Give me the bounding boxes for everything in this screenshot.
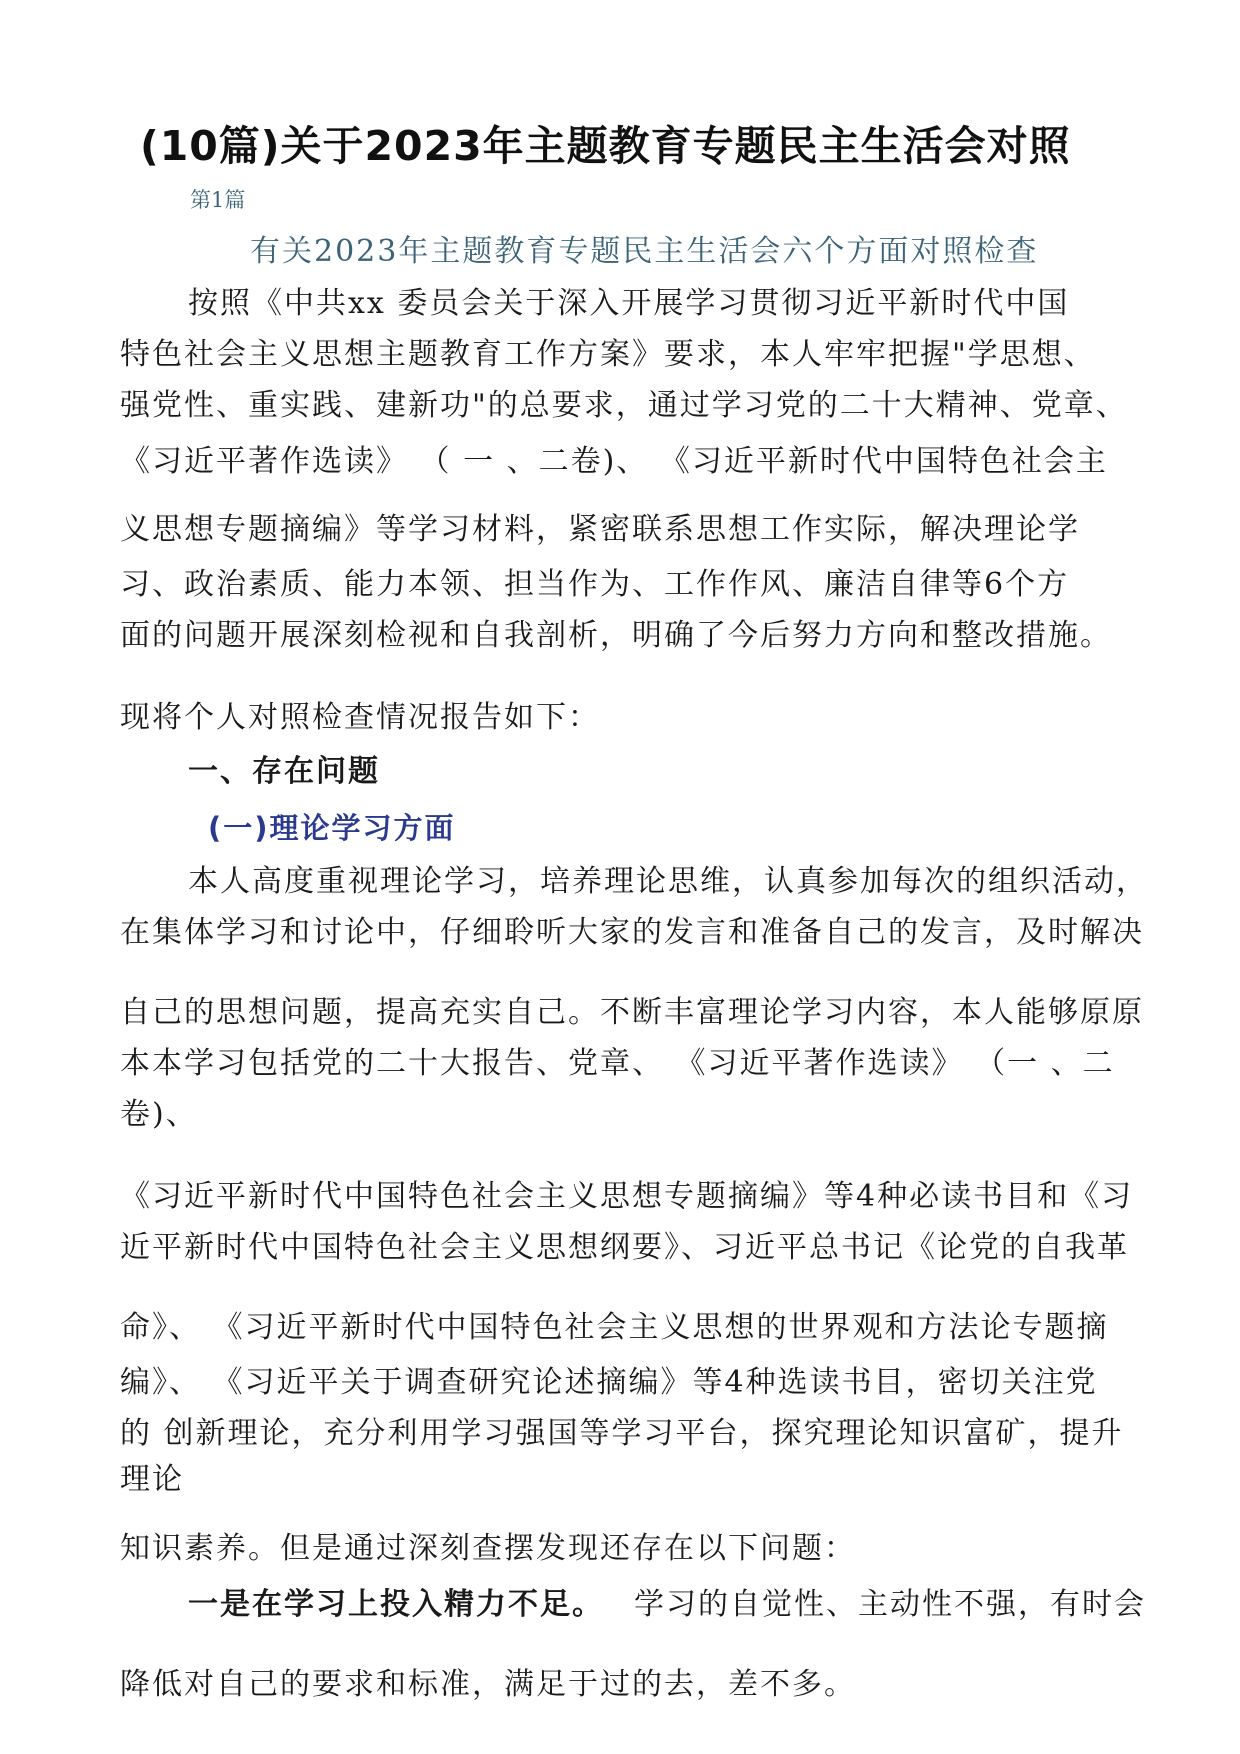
paragraph-line: 《习近平著作选读》 （ 一 、二卷)、 《习近平新时代中国特色社会主 bbox=[120, 444, 1108, 479]
paragraph-line: 自己的思想问题，提高充实自己。不断丰富理论学习内容，本人能够原原 bbox=[120, 995, 1144, 1030]
section-heading: 一、存在问题 bbox=[188, 754, 380, 789]
paragraph-line: 在集体学习和讨论中，仔细聆听大家的发言和准备自己的发言，及时解决 bbox=[120, 915, 1144, 950]
paragraph-line: 编》、 《习近平关于调查研究论述摘编》等4种选读书目，密切关注党 bbox=[120, 1365, 1098, 1400]
point-line bbox=[188, 1585, 1146, 1625]
paragraph-line: 近平新时代中国特色社会主义思想纲要》、习近平总书记《论党的自我革 bbox=[120, 1230, 1129, 1265]
paragraph-line: 知识素养。但是通过深刻查摆发现还存在以下问题： bbox=[120, 1531, 856, 1566]
paragraph-line: 命》、 《习近平新时代中国特色社会主义思想的世界观和方法论专题摘 bbox=[120, 1310, 1109, 1345]
article-subtitle: 有关2023年主题教育专题民主生活会六个方面对照检查 bbox=[250, 234, 1039, 269]
paragraph-line: 强党性、重实践、建新功"的总要求，通过学习党的二十大精神、党章、 bbox=[120, 388, 1128, 423]
paragraph-line: 理论 bbox=[120, 1462, 184, 1497]
paragraph-line: 的 创新理论，充分利用学习强国等学习平台，探究理论知识富矿，提升 bbox=[120, 1416, 1124, 1451]
paragraph-line: 按照《中共xx 委员会关于深入开展学习贯彻习近平新时代中国 bbox=[188, 286, 1070, 321]
point-lead: 一是在学习上投入精力不足。 bbox=[188, 1587, 604, 1622]
paragraph-line: 特色社会主义思想主题教育工作方案》要求，本人牢牢把握"学思想、 bbox=[120, 337, 1096, 372]
paragraph-line: 面的问题开展深刻检视和自我剖析，明确了今后努力方向和整改措施。 bbox=[120, 618, 1112, 653]
paragraph-line: 《习近平新时代中国特色社会主义思想专题摘编》等4种必读书目和《习 bbox=[120, 1179, 1134, 1214]
paragraph-line: 本人高度重视理论学习，培养理论思维，认真参加每次的组织活动， bbox=[188, 864, 1148, 899]
paragraph-line: 习、政治素质、能力本领、担当作为、工作作风、廉洁自律等6个方 bbox=[120, 567, 1070, 602]
article-label: 第1篇 bbox=[190, 188, 246, 212]
paragraph-line: 降低对自己的要求和标准，满足于过的去，差不多。 bbox=[120, 1667, 856, 1702]
paragraph-line: 本本学习包括党的二十大报告、党章、 《习近平著作选读》 （一 、二 bbox=[120, 1046, 1115, 1081]
document-title: (10篇)关于2023年主题教育专题民主生活会对照 bbox=[140, 122, 1071, 170]
paragraph-line: 卷)、 bbox=[120, 1097, 198, 1132]
paragraph-line: 义思想专题摘编》等学习材料，紧密联系思想工作实际，解决理论学 bbox=[120, 512, 1080, 547]
report-intro: 现将个人对照检查情况报告如下： bbox=[120, 700, 600, 735]
subsection-heading: (一)理论学习方面 bbox=[208, 811, 456, 845]
point-text: 学习的自觉性、主动性不强，有时会 bbox=[634, 1587, 1146, 1622]
